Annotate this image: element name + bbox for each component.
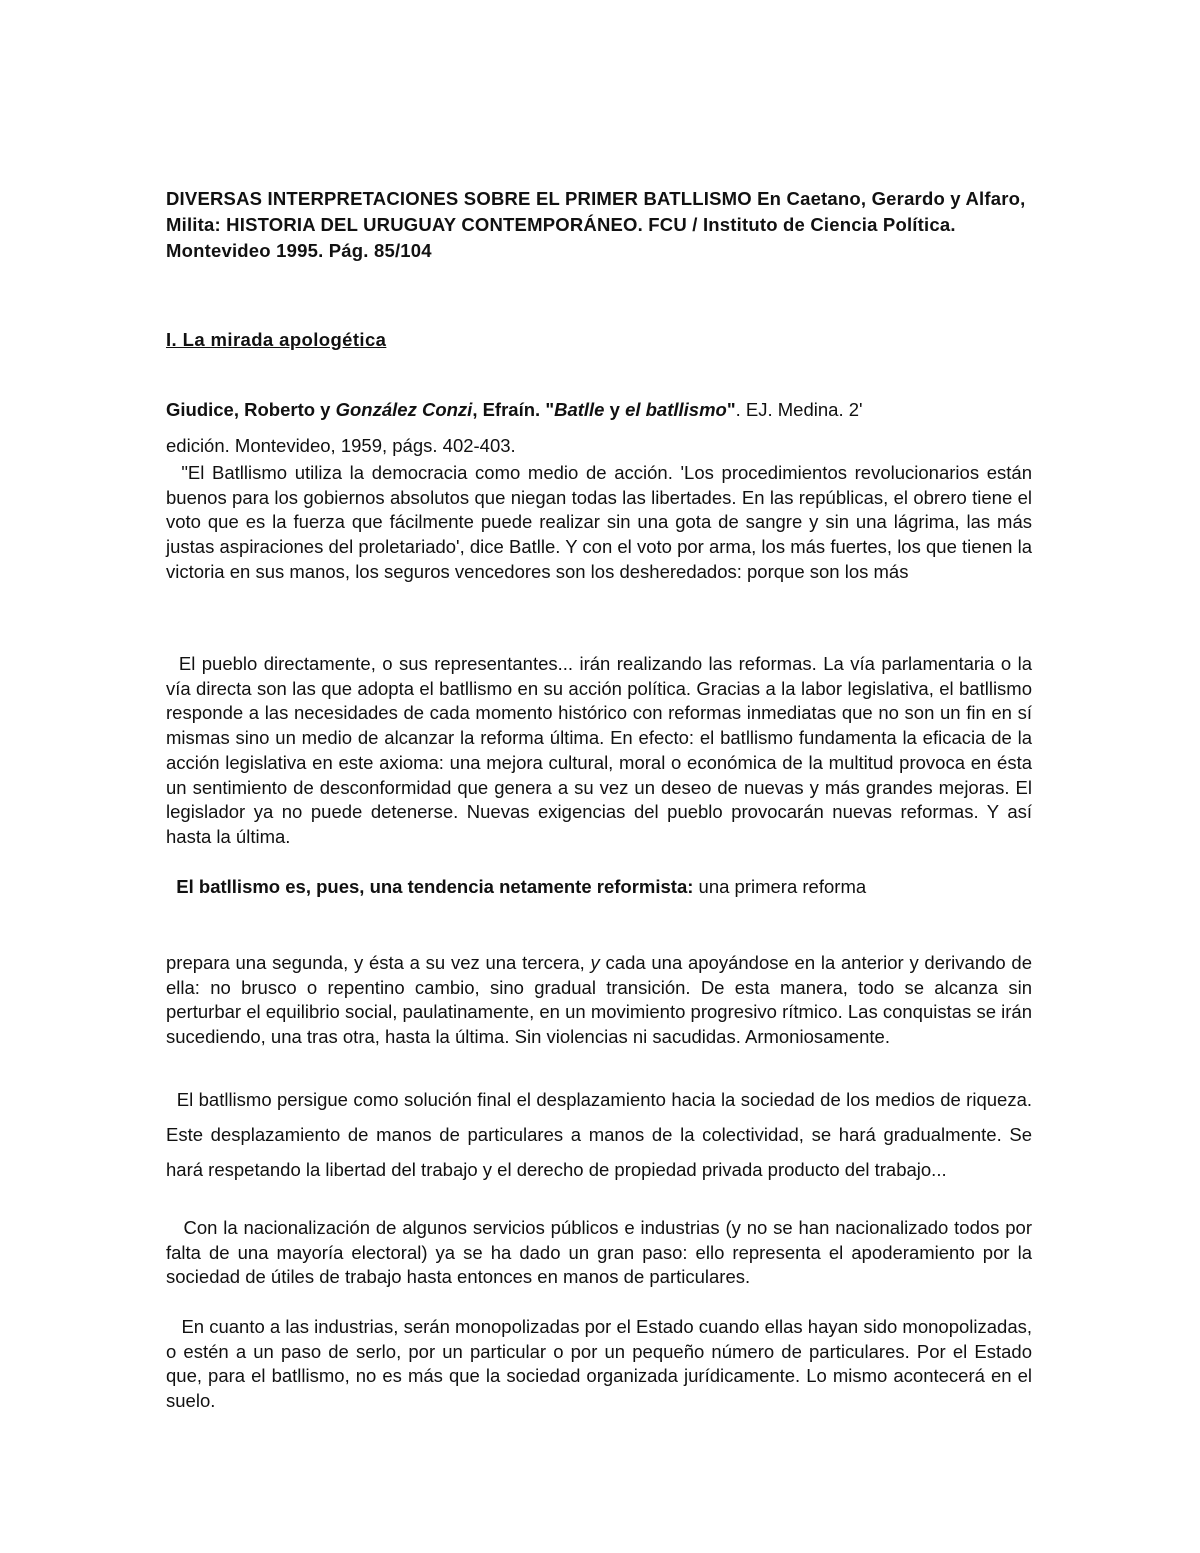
paragraph-final-solution: El batllismo persigue como solución final el desplazamiento hacia la sociedad de los medios de riqueza. Este desplazamiento de manos de particulares a manos de la colectividad, se hará gradualmente. Se hará respetando la libertad del trabajo y el derecho de propiedad privada producto del trabajo... (166, 1089, 1032, 1180)
paragraph-industries: En cuanto a las industrias, serán monopolizadas por el Estado cuando ellas hayan sido monopolizadas, o estén a un paso de serlo, por un particular o por un pequeño número de particulares. Por el Estado que, para el batllismo, no es más que la sociedad organizada jurídicamente. Lo mismo acontecerá en el suelo. (166, 1316, 1032, 1412)
citation-work-part2: el batllismo (625, 399, 727, 420)
document-title: DIVERSAS INTERPRETACIONES SOBRE EL PRIMER BATLLISMO En Caetano, Gerardo y Alfaro, Milita: HISTORIA DEL URUGUAY CONTEMPORÁNEO. FCU / Instituto de Ciencia Política. Montevideo 1995. Pág. 85/104 (166, 188, 1026, 261)
paragraph-democracy: "El Batllismo utiliza la democracia como medio de acción. 'Los procedimientos revolucionarios están buenos para los gobiernos absolutos que niegan todas las libertades. En las repúblicas, el obrero tiene el voto que es la fuerza que fácilmente puede realizar sin una gota de sangre y sin una lágrima, las más justas aspiraciones del proletariado', dice Batlle. Y con el voto por arma, los más fuertes, los que tienen la victoria en sus manos, los seguros vencedores son los desheredados: porque son los más (166, 462, 1032, 582)
reformist-rest: una primera reforma (693, 876, 867, 897)
bibliographic-citation (166, 392, 1032, 464)
italic-y: y (590, 952, 600, 973)
citation-work-open: " (545, 399, 555, 420)
reformist-bold: El batllismo es, pues, una tendencia netamente reformista: (176, 876, 694, 897)
paragraph-nationalization: Con la nacionalización de algunos servicios públicos e industrias (y no se han nacionalizado todos por falta de una mayoría electoral) ya se ha dado un gran paso: ello representa el apoderamiento por la sociedad de útiles de trabajo hasta entonces en manos de particulares. (166, 1217, 1032, 1288)
citation-publisher: . EJ. Medina. 2' (735, 399, 863, 420)
paragraph-reformist (166, 875, 1032, 900)
citation-work-y: y (604, 399, 626, 420)
citation-work-close: " (726, 399, 736, 420)
paragraph-continuation: prepara una segunda, y ésta a su vez una tercera, y cada una apoyándose en la anterior y derivando de ella: no brusco o repentino cambio, sino gradual transición. De esta manera, todo se alcanza sin perturbar el equilibrio social, paulatinamente, en un movimiento progresivo rítmico. Las conquistas se irán sucediendo, una tras otra, hasta la última. Sin violencias ni sacudidas. Armoniosamente. (166, 952, 1032, 1048)
citation-edition: edición. Montevideo, 1959, págs. 402-403. (166, 435, 516, 456)
citation-author1: Giudice, Roberto y (166, 399, 331, 420)
paragraph-reforms: El pueblo directamente, o sus representantes... irán realizando las reformas. La vía parlamentaria o la vía directa son las que adopta el batllismo en su acción política. Gracias a la labor legislativa, el batllismo responde a las necesidades de cada momento histórico con reformas inmediatas que no son un fin en sí mismas sino un medio de alcanzar la reforma última. En efecto: el batllismo fundamenta la eficacia de la acción legislativa en este axioma: una mejora cultural, moral o económica de la multitud provoca en ésta un sentimiento de desconformidad que genera a su vez un deseo de nuevas y más grandes mejoras. El legislador ya no puede detenerse. Nuevas exigencias del pueblo provocarán nuevas reformas. Y así hasta la última. (166, 653, 1032, 847)
citation-author2-rest: , Efraín. (472, 399, 541, 420)
citation-work-part1: Batlle (554, 399, 605, 420)
citation-author2: González Conzi (335, 399, 473, 420)
section-heading: I. La mirada apologética (166, 329, 387, 350)
